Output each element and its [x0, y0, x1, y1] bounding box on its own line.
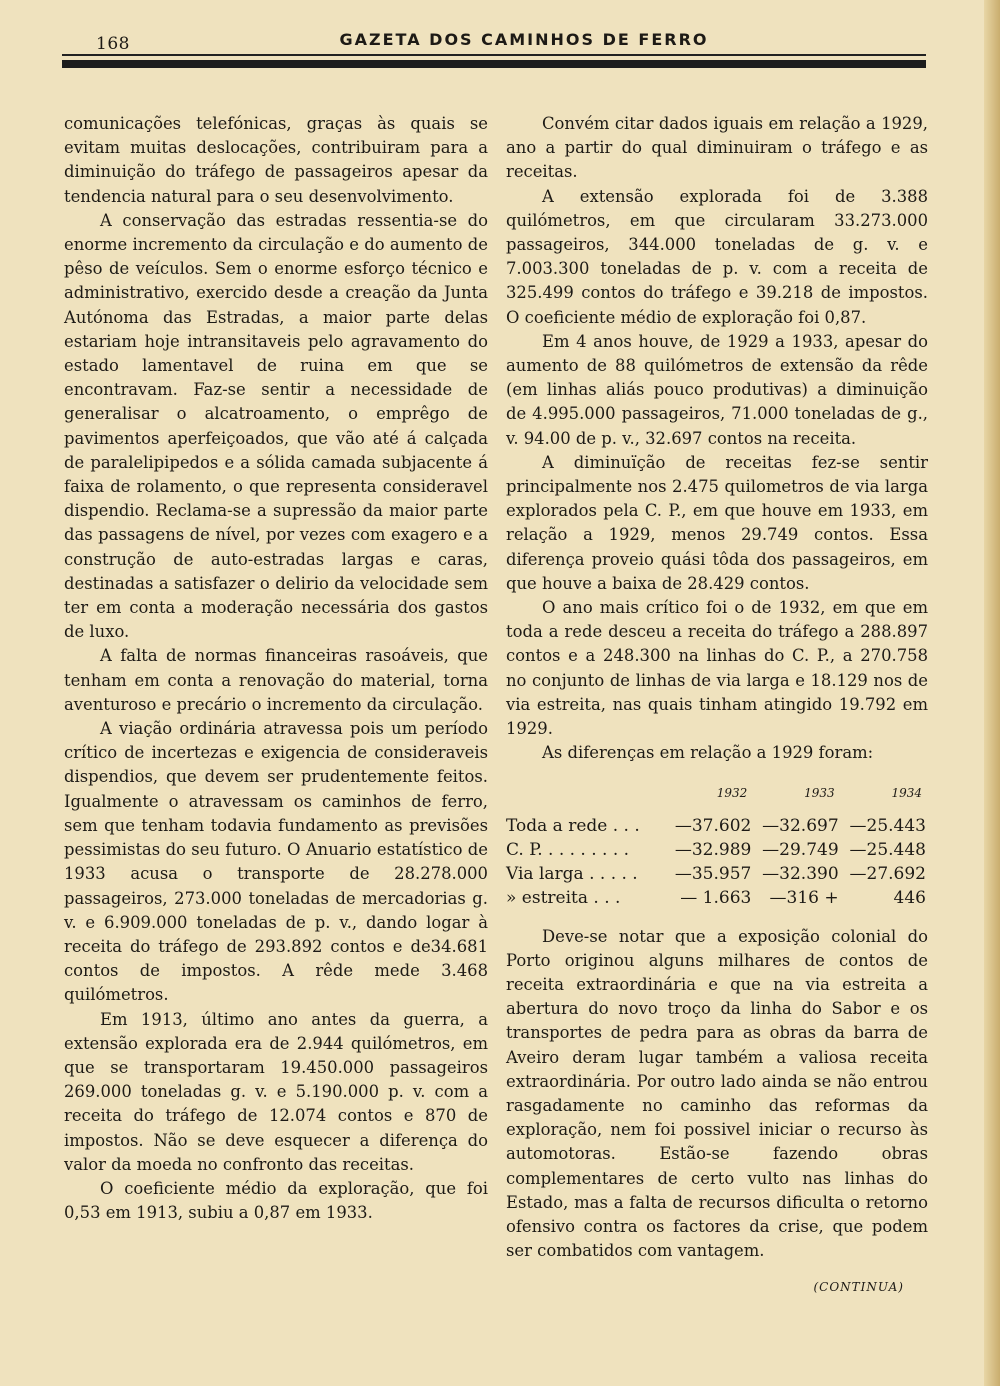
paragraph: O ano mais crítico foi o de 1932, em que em toda a rede desceu a receita do tráfego a 288.897 contos e a 248.300 na linhas do C. P., a 270.758 no conjunto de linhas de via larga e 18.129 nos de via estreita, nas quais tinham atingido 19.792 em 1929. — [506, 598, 928, 739]
table-intro: As diferenças em relação a 1929 foram: — [542, 743, 874, 763]
row-label: C. P. . . . . . . . . — [506, 839, 630, 860]
table-row — [506, 838, 928, 862]
cell-1932: —35.957 — [674, 864, 752, 885]
right-column — [506, 112, 928, 1300]
table-row — [506, 886, 928, 910]
table-row — [506, 862, 928, 886]
header-rule-thin — [62, 54, 926, 56]
year-header: 1933 — [804, 786, 835, 801]
paragraph: Convém citar dados iguais em relação a 1929, ano a partir do qual diminuiram o tráfego e as receitas. — [506, 114, 928, 182]
paragraph: Deve-se notar que a exposição colonial do Porto originou alguns milhares de contos de receita extraordinária e que na via estreita a abertura do novo troço da linha do Sabor e os transportes de pedra para as obras da barra de Aveiro deram lugar também a valiosa receita extraordinária. Por outro lado ainda se não entrou rasgadamente no caminho das reformas da exploração, nem foi possivel iniciar o recurso às automotoras. Estão-se fazendo obras complementares de certo vulto nas linhas do Estado, mas a falta de recursos dificulta o retorno ofensivo contra os factores da crise, que podem ser combatidos com vantagem. — [506, 926, 928, 1261]
table-row — [506, 814, 928, 838]
continua-note: (CONTINUA) — [813, 1280, 904, 1295]
row-label: » estreita . . . — [506, 888, 621, 909]
cell-1932: — 1.663 — [680, 888, 752, 909]
row-label: Toda a rede . . . — [506, 815, 640, 836]
cell-1934: —25.443 — [849, 815, 926, 836]
row-label: Via larga . . . . . — [506, 864, 638, 885]
cell-1933: —29.749 — [762, 839, 839, 860]
paragraph: comunicações telefónicas, graças às quais se evitam muitas deslocações, contribuiram para a diminuição do tráfego de passageiros apesar da tendencia natural para o seu desenvolvimento. — [64, 114, 488, 206]
year-header: 1932 — [716, 786, 748, 801]
cell-1933: —32.390 — [762, 864, 839, 885]
paragraph: A conservação das estradas ressentia-se do enorme incremento da circulação e do aumento de pêso de veículos. Sem o enorme esforço técnico e administrativo, exercido desde a creação da Junta Autónoma das Estradas, a maior parte delas estariam hoje intransitaveis pelo agravamento do estado lamentavel de ruina em que se encontravam. Faz-se sentir a necessidade de generalisar o alcatroamento, o emprêgo de pavimentos aperfeiçoados, que vão até á calçada de paralelipipedos e a sólida camada subjacente á faixa de rolamento, o que representa consideravel dispendio. Reclama-se a supressão da maior parte das passagens de nível, por vezes com exagero e a construção de auto-estradas largas e caras, destinadas a satisfazer o delirio da velocidade sem ter em conta a moderação necessária dos gastos de luxo. — [64, 210, 488, 642]
page-number: 168 — [96, 34, 130, 54]
table-header-row — [506, 781, 928, 813]
header-rule-thick — [62, 60, 926, 68]
paragraph: A viação ordinária atravessa pois um período crítico de incertezas e exigencia de consideraveis dispendios, que devem ser prudentemente feitos. Igualmente o atravessam os caminhos de ferro, sem que tenham todavia fundamento as previsões pessimistas do seu futuro. O Anuario estatístico de 1933 acusa o transporte de 28.278.000 passageiros, 273.000 toneladas de mercadorias g. v. e 6.909.000 toneladas de p. v., dando logar à receita do tráfego de 293.892 contos e de34.681 contos de impostos. A rêde mede 3.468 quilómetros. — [64, 719, 488, 1005]
paragraph: A extensão explorada foi de 3.388 quilómetros, em que circularam 33.273.000 passageiros, 344.000 toneladas de g. v. e 7.003.300 toneladas de p. v. com a receita de 325.499 contos do tráfego e 39.218 de impostos. O coeficiente médio de exploração foi 0,87. — [506, 186, 928, 327]
cell-1934: —25.448 — [849, 839, 926, 860]
differences-table — [506, 781, 928, 910]
journal-title: GAZETA DOS CAMINHOS DE FERRO — [339, 30, 709, 49]
cell-1932: —32.989 — [674, 839, 752, 860]
cell-1933: —316 + — [769, 888, 839, 909]
cell-1933: —32.697 — [762, 815, 839, 836]
cell-1934: —27.692 — [849, 864, 926, 885]
left-column — [64, 112, 488, 1225]
year-header: 1934 — [891, 786, 922, 801]
table-header-blank — [506, 781, 666, 813]
paragraph: A diminuïção de receitas fez-se sentir principalmente nos 2.475 quilometros de via larga explorados pela C. P., em que houve em 1933, em relação a 1929, menos 29.749 contos. Essa diferença proveio quási tôda dos passageiros, em que houve a baixa de 28.429 contos. — [506, 452, 928, 593]
paragraph: Em 1913, último ano antes da guerra, a extensão explorada era de 2.944 quilómetros, em que se transportaram 19.450.000 passageiros 269.000 toneladas g. v. e 5.190.000 p. v. com a receita do tráfego de 12.074 contos e 870 de impostos. Não se deve esquecer a diferença do valor da moeda no confronto das receitas. — [64, 1009, 488, 1174]
cell-1932: —37.602 — [674, 815, 752, 836]
paragraph: A falta de normas financeiras rasoáveis, que tenham em conta a renovação do material, torna aventuroso e precário o incremento da circulação. — [64, 646, 488, 714]
cell-1934: 446 — [893, 888, 926, 909]
page-edge — [984, 0, 1000, 1386]
paragraph: O coeficiente médio da exploração, que foi 0,53 em 1913, subiu a 0,87 em 1933. — [64, 1178, 488, 1223]
paragraph: Em 4 anos houve, de 1929 a 1933, apesar do aumento de 88 quilómetros de extensão da rêde (em linhas aliás pouco produtivas) a diminuição de 4.995.000 passageiros, 71.000 toneladas de g., v. 94.00 de p. v., 32.697 contos na receita. — [506, 331, 928, 448]
